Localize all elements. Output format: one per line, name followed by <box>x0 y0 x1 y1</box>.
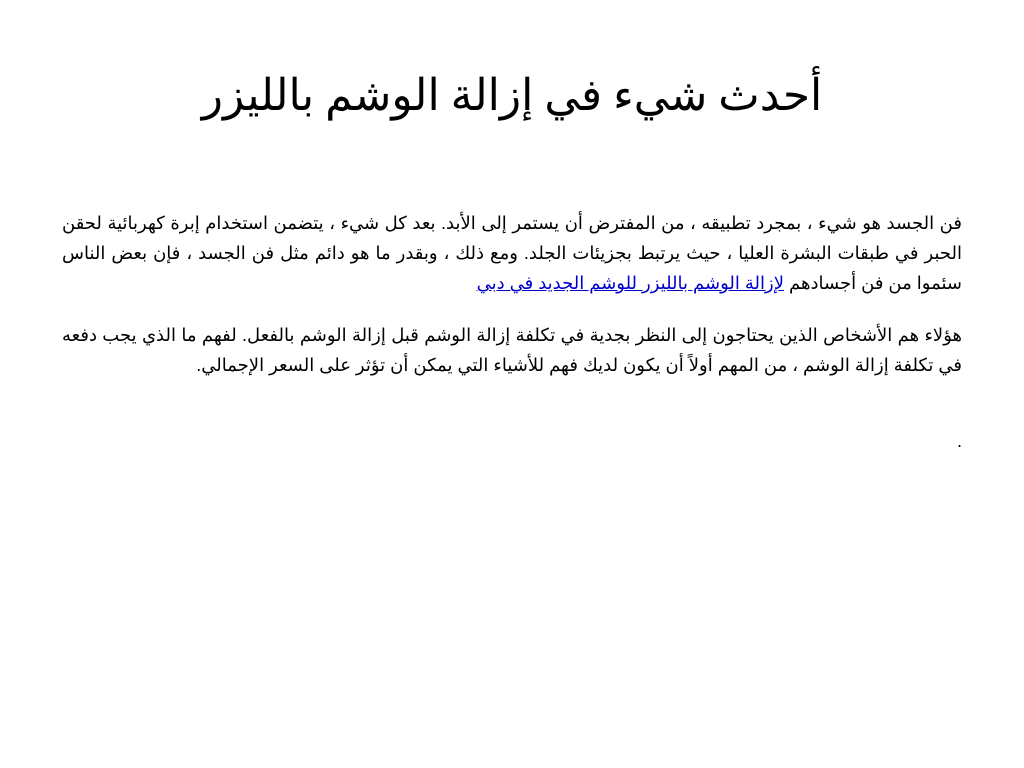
paragraph-tattoo-intro <box>62 208 962 298</box>
laser-tattoo-removal-dubai-link[interactable]: لإزالة الوشم بالليزر للوشم الجديد في دبي <box>476 273 784 293</box>
slide-body <box>62 208 962 456</box>
paragraph-trailing-dot: . <box>956 431 962 451</box>
slide-title: أحدث شيء في إزالة الوشم بالليزر <box>201 71 823 120</box>
paragraph-removal-cost: هؤلاء هم الأشخاص الذين يحتاجون إلى النظر بجدية في تكلفة إزالة الوشم قبل إزالة الوشم بالفعل. لفهم ما الذي يجب دفعه في تكلفة إزالة الوشم ، من المهم أولاً أن يكون لديك فهم للأشياء التي يمكن أن تؤثر على السعر الإجمالي. <box>62 325 962 375</box>
paragraph-tattoo-intro-text: فن الجسد هو شيء ، بمجرد تطبيقه ، من المفترض أن يستمر إلى الأبد. بعد كل شيء ، يتضمن استخدام إبرة كهربائية لحقن الحبر في طبقات البشرة العليا ، حيث يرتبط بجزيئات الجلد. ومع ذلك ، وبقدر ما هو دائم مثل فن الجسد ، فإن بعض الناس سئموا من فن أجسادهم <box>62 213 962 293</box>
